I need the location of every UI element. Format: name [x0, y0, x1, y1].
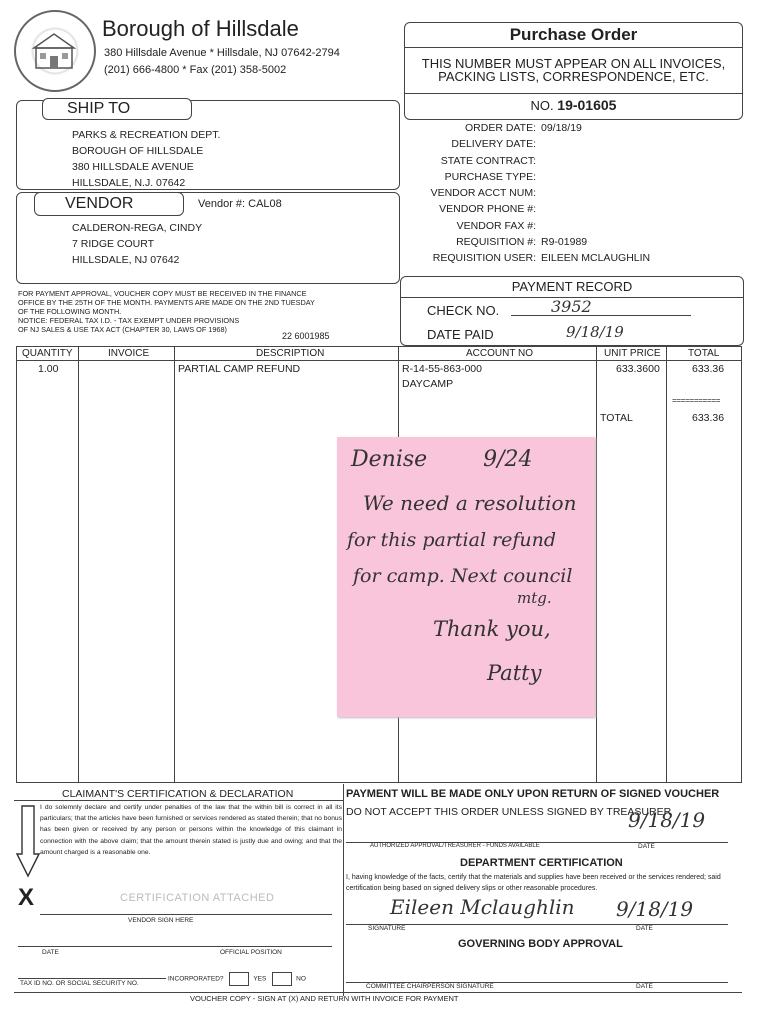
- down-arrow-icon: [16, 804, 40, 878]
- dept-certification-text: I, having knowledge of the facts, certify that the materials and supplies have been received or the services rendered; said certification being based on signed delivery slips or other reasonable procedures.: [346, 874, 721, 892]
- order-details-values: 09/18/19 R9-01989 EILEEN MCLAUGHLIN: [541, 122, 651, 265]
- row-quantity: 1.00: [38, 363, 59, 375]
- total-rule: ===========: [672, 396, 721, 405]
- col-account-no: ACCOUNT NO: [466, 348, 534, 359]
- committee-signature-label: COMMITTEE CHAIRPERSON SIGNATURE: [366, 983, 494, 990]
- dept-certification-title: DEPARTMENT CERTIFICATION: [460, 857, 623, 869]
- incorporated-no-checkbox[interactable]: [272, 972, 292, 986]
- check-no-label: CHECK NO.: [427, 303, 500, 318]
- vendor-number: Vendor #: CAL08: [198, 198, 282, 210]
- total-label: TOTAL: [600, 412, 633, 424]
- certification-stamp: CERTIFICATION ATTACHED: [120, 892, 275, 904]
- row-account: R-14-55-863-000: [402, 363, 482, 375]
- purchase-order-box: [404, 22, 743, 120]
- po-notice: THIS NUMBER MUST APPEAR ON ALL INVOICES, PACKING LISTS, CORRESPONDENCE, ETC.: [421, 56, 726, 84]
- payment-record-box: [400, 276, 744, 346]
- claimant-title: CLAIMANT'S CERTIFICATION & DECLARATION: [62, 788, 294, 800]
- col-total: TOTAL: [688, 348, 720, 359]
- borough-seal: [14, 10, 96, 92]
- signature-handwritten: Eileen Mclaughlin: [390, 895, 575, 919]
- borough-phone: (201) 666-4800 * Fax (201) 358-5002: [104, 64, 287, 76]
- order-details-labels: ORDER DATE: DELIVERY DATE: STATE CONTRACT: PURCHASE TYPE: VENDOR ACCT NUM: VENDOR PHONE #: VENDOR FAX #: REQUISITION #: REQUISITION USER:: [430, 122, 536, 265]
- col-quantity: QUANTITY: [22, 348, 73, 359]
- vendor-sign-label: VENDOR SIGN HERE: [128, 917, 194, 924]
- po-number: NO. 19-01605: [530, 97, 617, 113]
- sticky-note: Denise 9/24 We need a resolution for this partial refund for camp. Next council mtg. Thank you, Patty: [337, 437, 595, 717]
- vendor-label: VENDOR: [34, 192, 184, 216]
- borough-name: Borough of Hillsdale: [102, 16, 299, 41]
- town-hall-icon: [30, 28, 78, 72]
- committee-date-label: DATE: [636, 983, 653, 990]
- row-total: 633.36: [692, 363, 725, 375]
- voucher-footer: VOUCHER COPY - SIGN AT (X) AND RETURN WITH INVOICE FOR PAYMENT: [190, 994, 459, 1003]
- payment-approval-notice: FOR PAYMENT APPROVAL, VOUCHER COPY MUST BE RECEIVED IN THE FINANCE OFFICE BY THE 25TH OF THE MONTH. PAYMENTS ARE MADE ON THE 2ND TUESDAY OF THE FOLLOWING MONTH. NOTICE: FEDERAL TAX I.D. - TAX EXEMPT UNDER PROVISIONS OF NJ SALES & USE TAX ACT (CHAPTER 30, LAWS OF 1968): [18, 289, 315, 334]
- treasurer-notice: DO NOT ACCEPT THIS ORDER UNLESS SIGNED BY TREASURER: [346, 806, 672, 818]
- col-unit-price: UNIT PRICE: [604, 348, 661, 359]
- check-no-value: 3952: [551, 297, 592, 316]
- row-unit-price: 633.3600: [616, 363, 660, 375]
- claimant-date-label: DATE: [42, 949, 59, 956]
- payment-terms: PAYMENT WILL BE MADE ONLY UPON RETURN OF SIGNED VOUCHER: [346, 788, 720, 800]
- x-sign-mark: X: [18, 884, 35, 911]
- signature-label: SIGNATURE: [368, 925, 406, 932]
- official-position-label: OFFICIAL POSITION: [220, 949, 282, 956]
- signature-date-handwritten: 9/18/19: [616, 897, 694, 921]
- row-account-name: DAYCAMP: [402, 378, 454, 390]
- approval-date-label: DATE: [638, 843, 655, 850]
- total-value: 633.36: [692, 412, 725, 424]
- date-paid-value: 9/18/19: [566, 323, 624, 341]
- col-description: DESCRIPTION: [256, 348, 325, 359]
- tax-id-label: TAX ID NO. OR SOCIAL SECURITY NO.: [20, 980, 139, 987]
- col-invoice: INVOICE: [108, 348, 150, 359]
- vendor-address: CALDERON-REGA, CINDY 7 RIDGE COURT HILLSDALE, NJ 07642: [72, 222, 203, 266]
- federal-tax-id: 22 6001985: [282, 331, 330, 341]
- date-paid-label: DATE PAID: [427, 327, 494, 342]
- authorized-approval-label: AUTHORIZED APPROVAL/TREASURER - FUNDS AVAILABLE: [370, 843, 540, 849]
- treasurer-date-handwritten: 9/18/19: [628, 808, 706, 832]
- incorporated-question: INCORPORATED? YES NO: [168, 972, 306, 986]
- payment-record-title: PAYMENT RECORD: [511, 279, 633, 294]
- claimant-declaration: I do solemnly declare and certify under penalties of the law that the within bill is correct in all its particulars; that the articles have been furnished or services rendered as stated therein; that no bonus has been given or received by any person or persons within the knowledge of this claimant in connection with the above claim; that the amount therein stated is justly due and owing; and that the amount charged is a reasonable one.: [40, 804, 342, 856]
- governing-body-title: GOVERNING BODY APPROVAL: [458, 938, 623, 950]
- borough-address: 380 Hillsdale Avenue * Hillsdale, NJ 07642-2794: [104, 47, 340, 59]
- signature-date-label: DATE: [636, 925, 653, 932]
- ship-to-address: PARKS & RECREATION DEPT. BOROUGH OF HILLSDALE 380 HILLSDALE AVENUE HILLSDALE, N.J. 07642: [72, 129, 221, 189]
- ship-to-label: SHIP TO: [42, 98, 192, 120]
- row-description: PARTIAL CAMP REFUND: [178, 363, 301, 375]
- po-title: Purchase Order: [509, 25, 638, 44]
- incorporated-yes-checkbox[interactable]: [229, 972, 249, 986]
